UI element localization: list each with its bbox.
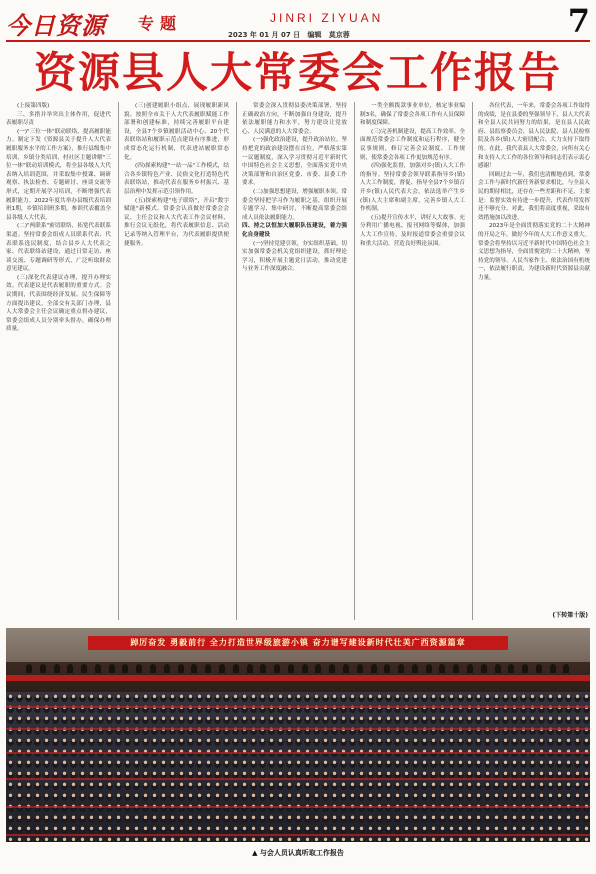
rostrum-attendee	[191, 664, 197, 673]
rostrum-attendee	[302, 664, 308, 673]
article-paragraph: (三)深化代表建议办理，提升办理实效。代表建议是代表履职的重要方式。会议期间，代表围绕经济发展、民生保障等方面提出建议，全部交有关部门办理，县人大常委会主任会议确定重点督办建议，常委会组成人员分别牵头督办，确保办理质量。	[6, 274, 111, 333]
column-divider	[354, 102, 355, 620]
rostrum-attendee	[81, 664, 87, 673]
rostrum-attendee	[122, 664, 128, 673]
article-paragraph: (一)强化政治建设，提升政治站位。坚持把党的政治建设摆在首位，严格落实第一议题制度，深入学习贯彻习近平新时代中国特色社会主义思想，全面落实党中央决策部署和自治区党委、市委、县委工作要求。	[242, 137, 347, 187]
column-divider	[118, 102, 119, 620]
rostrum-attendee	[247, 664, 253, 673]
masthead	[0, 0, 596, 40]
stage-banner: 踔厉奋发 勇毅前行 全力打造世界级旅游小镇 奋力谱写建设新时代壮美广西资源篇章	[88, 636, 508, 650]
rostrum-attendee	[178, 664, 184, 673]
article-paragraph: 各位代表，一年来，常委会各项工作取得的成绩，是在县委的坚强领导下，县人大代表和全县人民共同努力的结果，是在县人民政府、县监察委员会、县人民法院、县人民检察院及各乡(镇)人大密切配合、大力支持下取得的。在此，我代表县人大常委会，向所有关心和支持人大工作的各位领导和同志们表示衷心感谢！	[478, 103, 590, 170]
article-paragraph: (二)加强思想建设，增强履职本领。常委会坚持把学习作为履职之基，组织开展专题学习、集中研讨，不断提高常委会组成人员依法履职能力。	[242, 188, 347, 221]
page-headline: 资源县人大常委会工作报告	[33, 48, 562, 97]
rostrum-attendee	[563, 664, 569, 673]
continued-note: (下转第十版)	[552, 612, 588, 619]
meeting-photo	[6, 628, 590, 842]
rostrum-attendee	[67, 664, 73, 673]
rostrum-attendee	[40, 664, 46, 673]
audience-desk-row	[6, 752, 590, 754]
rostrum-attendee	[205, 664, 211, 673]
column-divider	[236, 102, 237, 620]
newspaper-logo: 今日资源	[6, 11, 106, 40]
article-paragraph: 三、多措并举突出主体作用，促进代表履职尽责	[6, 111, 111, 127]
article-paragraph: (二)"两联系"密切联络，拓宽代表联系渠道。坚持常委会组成人员联系代表、代表联系选民制度，结合县乡人大代表之家、代表联络站建设，通过日常走访、座谈交流、专题调研等形式，广泛听取群众意见建议。	[6, 223, 111, 273]
rostrum-attendee	[260, 664, 266, 673]
article-paragraph: (三)完善机制建设，提高工作效率。全面规范常委会工作制度和运行程序，健全议事规则，修订完善会议制度、工作规则，使常委会各项工作更加规范有序。	[360, 128, 465, 161]
article-column-4	[360, 102, 465, 622]
article-paragraph: (五)提升宣传水平，讲好人大故事。充分利用广播电视、报刊网络等媒体，加强人大工作宣传，及时报道常委会重要会议和重大活动，营造良好舆论氛围。	[360, 214, 465, 247]
rostrum-attendee	[233, 664, 239, 673]
rostrum-attendee	[274, 664, 280, 673]
rostrum-attendee	[371, 664, 377, 673]
article-paragraph: (五)探索构建"电子联络"，开启"数字赋能"新模式。常委会认真做好常委会会议、主任会议和人大代表工作会议材料，推行会议无纸化，将代表履职信息、活动记录等纳入管理平台，为代表履职提供便捷服务。	[124, 197, 229, 247]
issue-meta: 2023 年 01 月 07 日 编辑 莫京蓉	[228, 31, 350, 39]
column-divider	[472, 102, 473, 620]
masthead-rule	[6, 40, 590, 42]
rostrum-attendee	[467, 664, 473, 673]
photo-caption: ▲ 与会人员认真听取工作报告	[252, 849, 344, 857]
article-paragraph: (四)强化监督，加强对乡(镇)人大工作的指导。坚持常委会领导联系指导乡(镇)人大工作制度，督促、指导全县7个乡镇召开乡(镇)人民代表大会，依法选举产生乡(镇)人大主席和副主席，完善乡镇人大工作机制。	[360, 163, 465, 213]
rostrum-attendee	[495, 664, 501, 673]
rostrum-attendee	[329, 664, 335, 673]
audience-desk-row	[6, 778, 590, 780]
page-number: 7	[567, 2, 590, 40]
article-paragraph: (三)创建履职小组点，展现履职新风貌。按照全市关于人大代表履职赋能工作部署和创建标准，持续完善履职平台建设，全县7个乡镇履职活动中心、20个代表联络站和履职示范点建设有序推进，形成常态化运行机制，代表进站履职常态化。	[124, 103, 229, 161]
rostrum-attendee	[109, 664, 115, 673]
rostrum-attendee	[54, 664, 60, 673]
rostrum-attendee	[136, 664, 142, 673]
article-paragraph: 常委会深入贯彻县委决策部署，坚持正确政治方向，不断加强自身建设，提升依法履职能力和水平，努力建设让党放心、人民满意的人大常委会。	[242, 103, 347, 135]
audience-seating	[6, 692, 590, 842]
rostrum-attendee	[219, 664, 225, 673]
audience-desk-row	[6, 806, 590, 808]
rostrum-attendee	[550, 664, 556, 673]
article-paragraph: (一)"三位一体"联动联络，提高履职能力。制定下发《资源县关于提升人大代表履职服务水平的工作方案》，推行县级集中培训、乡镇分类培训、村社区主题讲解"三位一体"联动培训模式，将全县各级人大代表纳入培训范围，并采取集中授课、调研观察、执法检查、专题研讨、座谈交流等形式，定期开展学习培训，不断增强代表履职能力。2022年度共举办县级代表培训班1期，乡镇培训班多期，参训代表覆盖全县各级人大代表。	[6, 128, 111, 221]
article-subheading: 四、持之以恒加大履职队伍建设，着力强化自身建设	[242, 223, 347, 238]
rostrum-attendee	[26, 664, 32, 673]
rostrum-attendee	[315, 664, 321, 673]
audience-desk-row	[6, 834, 590, 836]
article-paragraph: (四)探索构建"一站一品"工作模式，结合各乡镇特色产业、民俗文化打造特色代表联络站，推动代表在服务乡村振兴、基层治理中发挥示范引领作用。	[124, 163, 229, 195]
article-paragraph: (上接第四版)	[17, 103, 50, 109]
article-column-5	[478, 102, 590, 622]
rostrum-attendee	[398, 664, 404, 673]
article-column-2	[124, 102, 229, 622]
article-column-1	[6, 102, 111, 622]
rostrum-attendee	[150, 664, 156, 673]
rostrum-attendee	[481, 664, 487, 673]
audience-desk-row	[6, 728, 590, 730]
rostrum-tablecloth	[6, 675, 590, 681]
rostrum-attendee	[522, 664, 528, 673]
rostrum-attendee	[95, 664, 101, 673]
rostrum-attendee	[536, 664, 542, 673]
rostrum-attendee	[343, 664, 349, 673]
article-paragraph: 一类全额拨款事业单位，核定事业编制3名，确保了常委会各项工作有人员保障和制度保障。	[360, 103, 465, 127]
rostrum-attendee	[508, 664, 514, 673]
rostrum-attendee	[357, 664, 363, 673]
article-paragraph: 回顾过去一年，我们也清醒地看到，常委会工作与新时代新任务新要求相比，与全县人民的期待相比，还存在一些差距和不足，主要是：监督实效有待进一步提升，代表作用发挥还不够充分。对此，我们将高度重视，采取有效措施加以改进。	[478, 171, 590, 221]
article-paragraph: (一)坚持党建引领，夯实组织基础。切实加强常委会机关党组织建设，抓好理论学习，积极开展主题党日活动，推动党建与业务工作深度融合。	[242, 240, 347, 273]
rostrum-attendee	[426, 664, 432, 673]
article-paragraph: 2023年是全面贯彻落实党的二十大精神的开局之年，做好今年的人大工作意义重大。常委会将坚持以习近平新时代中国特色社会主义思想为指导，全面贯彻党的二十大精神，坚持党的领导、人民当家作主、依法治国有机统一，依法履行职责，为建设新时代资源县贡献力量。	[478, 223, 590, 281]
rostrum-attendee	[439, 664, 445, 673]
article-column-3	[242, 102, 347, 622]
masthead-pinyin: JINRI ZIYUAN	[270, 11, 384, 25]
rostrum-attendee	[164, 664, 170, 673]
section-label: 专题	[138, 14, 183, 33]
rostrum-attendee	[412, 664, 418, 673]
rostrum-attendee	[288, 664, 294, 673]
rostrum-seats	[26, 664, 570, 674]
rostrum-attendee	[384, 664, 390, 673]
audience-desk-row	[6, 706, 590, 708]
rostrum-attendee	[453, 664, 459, 673]
